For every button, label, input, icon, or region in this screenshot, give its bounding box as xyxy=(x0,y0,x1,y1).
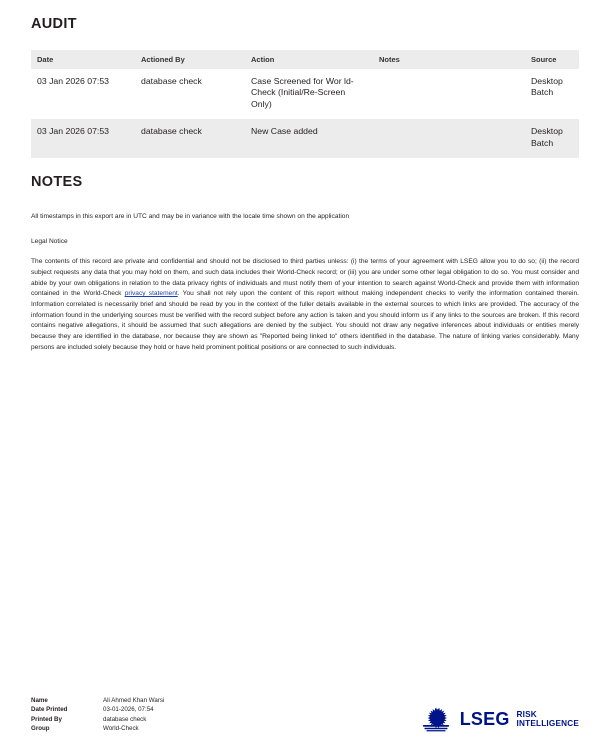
lseg-logo xyxy=(419,706,579,734)
document-footer xyxy=(31,696,579,734)
audit-cell-action: Case Screened for Wor ld-Check (Initial/Re-Screen Only) xyxy=(251,76,354,109)
table-row xyxy=(31,69,579,119)
notes-block xyxy=(31,212,579,353)
footer-meta-value-group: World-Check xyxy=(103,725,139,733)
audit-table-header-row xyxy=(31,50,579,69)
audit-cell-date: 03 Jan 2026 07:53 xyxy=(37,76,109,86)
footer-meta-row xyxy=(31,705,164,715)
lseg-subbrand xyxy=(517,710,579,728)
audit-column-notes: Notes xyxy=(373,50,525,69)
legal-text-part2: . You shall not rely upon the content of this report without making independent checks to verify the information contained therein. Information correlated is necessarily brief and should be read by you in the context of the fuller details available in the external sources to which links are provided. The accuracy of the information found in the underlying sources must be verified with the record subject before any action is taken and you should inform us if any links to the sources are broken. If this record contains negative allegations, it should be assumed that such allegations are denied by the subject. You should not draw any negative inferences about individuals or entities merely because they are identified in the database, nor because they are shown as "Reported being linked to" others identified in the database. The nature of linking varies considerably. Many persons are included solely because they hold or have held prominent political positions or are connected to such individuals. xyxy=(31,290,579,351)
privacy-statement-link[interactable]: privacy statement xyxy=(124,290,178,298)
lseg-subbrand-line2: INTELLIGENCE xyxy=(516,719,579,728)
footer-meta-key-name: Name xyxy=(31,696,48,704)
footer-meta-value-name: Ali Ahmed Khan Warsi xyxy=(103,696,165,704)
footer-meta-key-printed-by: Printed By xyxy=(31,715,62,723)
legal-notice-label: Legal Notice xyxy=(31,238,68,246)
legal-text-part1: The contents of this record are private and confidential and should not be disclosed to third parties unless: (i) the terms of your agreement with LSEG allow you to do so; (ii) the record subject requests any data that you may hold on them, and such data includes their World-Check record; or (iii) you are under some other legal obligation to do so. You must consider and abide by your own obligations in relation to the data privacy rights of individuals and must notify them of your intention to search against World-Check and provide them with information contained in the World-Check xyxy=(31,258,579,298)
footer-meta-key-group: Group xyxy=(31,725,50,733)
audit-column-actioned-by: Actioned By xyxy=(135,50,245,69)
notes-section-heading: NOTES xyxy=(31,174,83,191)
footer-metadata xyxy=(31,696,164,734)
audit-column-source: Source xyxy=(525,50,579,69)
lseg-subbrand-line1: RISK xyxy=(516,709,537,719)
footer-meta-key-date-printed: Date Printed xyxy=(31,706,68,714)
audit-table xyxy=(31,50,579,158)
audit-column-action: Action xyxy=(245,50,373,69)
audit-cell-source: Desktop Batch xyxy=(525,119,579,158)
footer-meta-row xyxy=(31,715,164,725)
audit-cell-actioned-by: database check xyxy=(135,119,245,158)
lseg-wordmark: LSEG xyxy=(459,709,510,729)
audit-cell-source: Desktop Batch xyxy=(531,76,563,98)
audit-column-date: Date xyxy=(31,50,135,69)
footer-meta-value-printed-by: database check xyxy=(103,715,147,723)
footer-meta-row xyxy=(31,696,164,706)
audit-cell-date: 03 Jan 2026 07:53 xyxy=(31,119,135,158)
table-row xyxy=(31,119,579,158)
audit-cell-notes xyxy=(373,69,525,119)
legal-notice-text xyxy=(31,257,579,353)
audit-section-heading: AUDIT xyxy=(31,16,77,32)
timestamp-note: All timestamps in this export are in UTC and may be in variance with the locale time shown on the application xyxy=(31,213,350,221)
lseg-crest-icon xyxy=(419,706,453,732)
audit-cell-action: New Case added xyxy=(245,119,373,158)
footer-meta-value-date-printed: 03-01-2026, 07:54 xyxy=(103,706,154,714)
audit-cell-actioned-by: database check xyxy=(141,76,202,86)
audit-cell-notes xyxy=(373,119,525,158)
footer-meta-row xyxy=(31,724,164,734)
